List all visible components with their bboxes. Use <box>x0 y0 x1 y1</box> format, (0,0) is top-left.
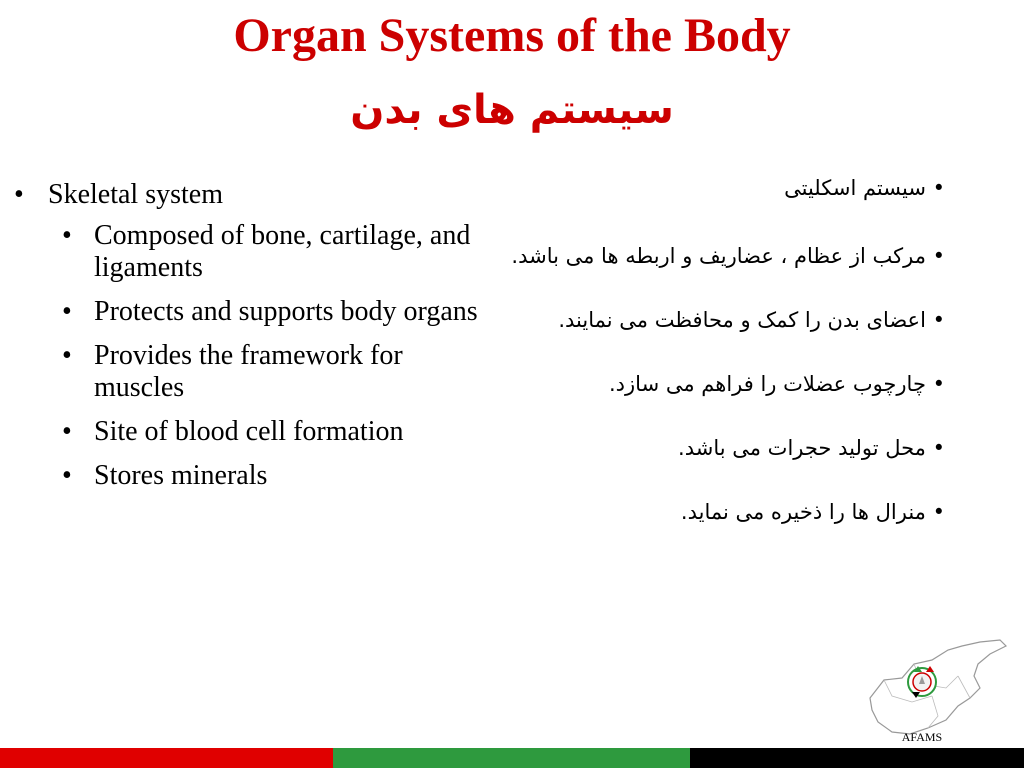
english-bullet-list <box>14 178 484 504</box>
bullet-icon: • <box>62 220 72 251</box>
afghanistan-map-logo <box>862 636 1010 742</box>
sub-bullet-text: Protects and supports body organs <box>94 296 478 327</box>
bullet-main-text: Skeletal system <box>48 179 223 210</box>
persian-bullet: • چارچوب عضلات را فراهم می سازد. <box>609 372 945 396</box>
bullet-icon: • <box>62 340 72 371</box>
persian-bullet-list <box>490 170 945 558</box>
footer-stripe-green <box>333 748 690 768</box>
slide-title-persian: سیستم های بدن <box>350 87 674 133</box>
afams-logo-text: AFAMS <box>901 730 943 744</box>
persian-bullet-main: • سیستم اسکلیتی <box>784 176 945 200</box>
persian-bullet: • مرکب از عظام ، عضاریف و اربطه ها می باشد. <box>511 244 945 268</box>
sub-bullet <box>62 296 484 328</box>
sub-bullet <box>62 340 484 404</box>
sub-bullet-list <box>14 220 484 492</box>
bullet-icon: • <box>14 179 24 210</box>
sub-bullet-text: Provides the framework for muscles <box>94 340 403 403</box>
footer-stripe-red <box>0 748 333 768</box>
bullet-icon: • <box>62 296 72 327</box>
bullet-main <box>14 178 484 212</box>
footer-stripe-black <box>690 748 1024 768</box>
sub-bullet <box>62 220 484 284</box>
sub-bullet-text: Stores minerals <box>94 460 268 491</box>
slide-title: Organ Systems of the Body <box>233 9 791 62</box>
bullet-icon: • <box>62 460 72 491</box>
sub-bullet <box>62 416 484 448</box>
sub-bullet-text: Composed of bone, cartilage, and ligaments <box>94 220 471 283</box>
persian-bullet: • منرال ها را ذخیره می نماید. <box>680 500 945 524</box>
sub-bullet <box>62 460 484 492</box>
sub-bullet-text: Site of blood cell formation <box>94 416 404 447</box>
persian-bullet: • اعضای بدن را کمک و محافظت می نمایند. <box>558 308 945 332</box>
bullet-icon: • <box>62 416 72 447</box>
persian-bullet: • محل تولید حجرات می باشد. <box>678 436 945 460</box>
